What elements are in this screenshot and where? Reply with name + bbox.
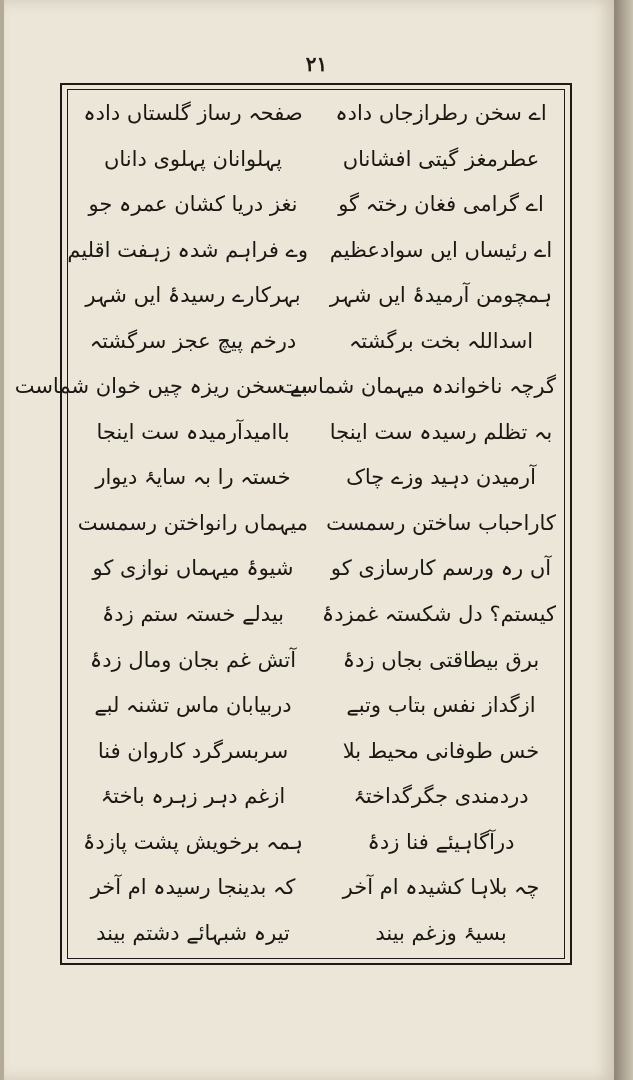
first-hemistich: برق بیطاقتی بجاں زدۂ	[342, 647, 540, 672]
first-hemistich: کاراحباب ساختن رسمست	[326, 510, 556, 535]
first-hemistich: دردمندی جگرگداختۂ	[353, 784, 529, 809]
couplet	[78, 866, 556, 908]
couplet	[78, 411, 556, 453]
first-hemistich: کیستم؟ دل شکستہ غمزدۂ	[321, 602, 556, 627]
couplet	[67, 229, 556, 271]
couplet	[78, 775, 556, 817]
couplet	[14, 365, 556, 407]
page-edge-shadow	[614, 0, 633, 1080]
page-number: ۲۱	[305, 52, 328, 76]
couplet	[78, 821, 556, 863]
first-hemistich: بہ تظلم رسیدہ ست اینجا	[329, 419, 553, 444]
second-hemistich: بہرکارے رسیدۂ ایں شہر	[85, 283, 301, 308]
second-hemistich: تیرہ شبہائے دشتم بیند	[96, 920, 290, 945]
couplet	[78, 320, 556, 362]
couplet	[78, 456, 556, 498]
couplet	[78, 502, 556, 544]
couplet	[78, 92, 556, 134]
second-hemistich: بے سخن ریزہ چیں خوان شماست	[14, 374, 308, 399]
first-hemistich: آں رہ ورسم کارسازی کو	[330, 556, 552, 581]
couplet	[78, 593, 556, 635]
first-hemistich: درآگاہیئے فنا زدۂ	[367, 829, 515, 854]
first-hemistich: اسداللہ بخت برگشتہ	[348, 328, 534, 353]
poem-body	[14, 92, 556, 954]
second-hemistich: دربیابان ماس تشنہ لبے	[94, 693, 292, 718]
first-hemistich: اے رئیساں ایں سوادعظیم	[329, 237, 553, 262]
couplet	[78, 639, 556, 681]
first-hemistich: اے گرامی فغان رختہ گو	[338, 192, 544, 217]
second-hemistich: کہ بدینجا رسیدہ ام آخر	[90, 875, 296, 900]
first-hemistich: عطرمغز گیتی افشاناں	[342, 146, 540, 171]
couplet	[78, 684, 556, 726]
second-hemistich: درخم پیچ عجز سرگشتہ	[89, 328, 297, 353]
second-hemistich: میہماں رانواختن رسمست	[77, 510, 308, 535]
second-hemistich: پہلوانان پہلوی داناں	[103, 146, 283, 171]
second-hemistich: نغز دریا کشان عمرہ جو	[88, 192, 298, 217]
second-hemistich: بیدلے خستہ ستم زدۂ	[102, 602, 284, 627]
couplet	[78, 138, 556, 180]
couplet	[78, 274, 556, 316]
first-hemistich: چہ بلاہا کشیدہ ام آخر	[342, 875, 540, 900]
second-hemistich: باامیدآرمیدہ ست اینجا	[96, 419, 290, 444]
second-hemistich: ہمہ برخویش پشت پازدۂ	[83, 829, 303, 854]
first-hemistich: ہمچومن آرمیدۂ ایں شہر	[329, 283, 553, 308]
couplet	[78, 183, 556, 225]
first-hemistich: اے سخن رطرازجاں دادہ	[335, 101, 547, 125]
first-hemistich: بسیۂ وزغم بیند	[375, 920, 507, 945]
second-hemistich: وے فراہم شدہ زہفت اقلیم	[67, 237, 308, 262]
first-hemistich: خس طوفانی محیط بلا	[342, 738, 540, 763]
first-hemistich: ازگداز نفس بتاب وتبے	[346, 693, 536, 718]
couplet	[78, 912, 556, 954]
second-hemistich: آتش غم بجان ومال زدۂ	[89, 647, 297, 672]
second-hemistich: صفحہ رساز گلستاں دادہ	[83, 101, 303, 125]
couplet	[78, 730, 556, 772]
first-hemistich: آرمیدن دہید وزے چاک	[346, 465, 536, 490]
couplet	[78, 547, 556, 589]
second-hemistich: شیوۂ میہماں نوازی کو	[92, 556, 294, 581]
second-hemistich: ازغم دہر زہرہ باختۂ	[100, 784, 286, 809]
second-hemistich: خستہ را بہ سایۂ دیوار	[95, 465, 291, 490]
second-hemistich: سربسرگرد کاروان فنا	[97, 738, 289, 763]
first-hemistich: گرچہ ناخواندہ میہمان شماست	[279, 374, 556, 399]
